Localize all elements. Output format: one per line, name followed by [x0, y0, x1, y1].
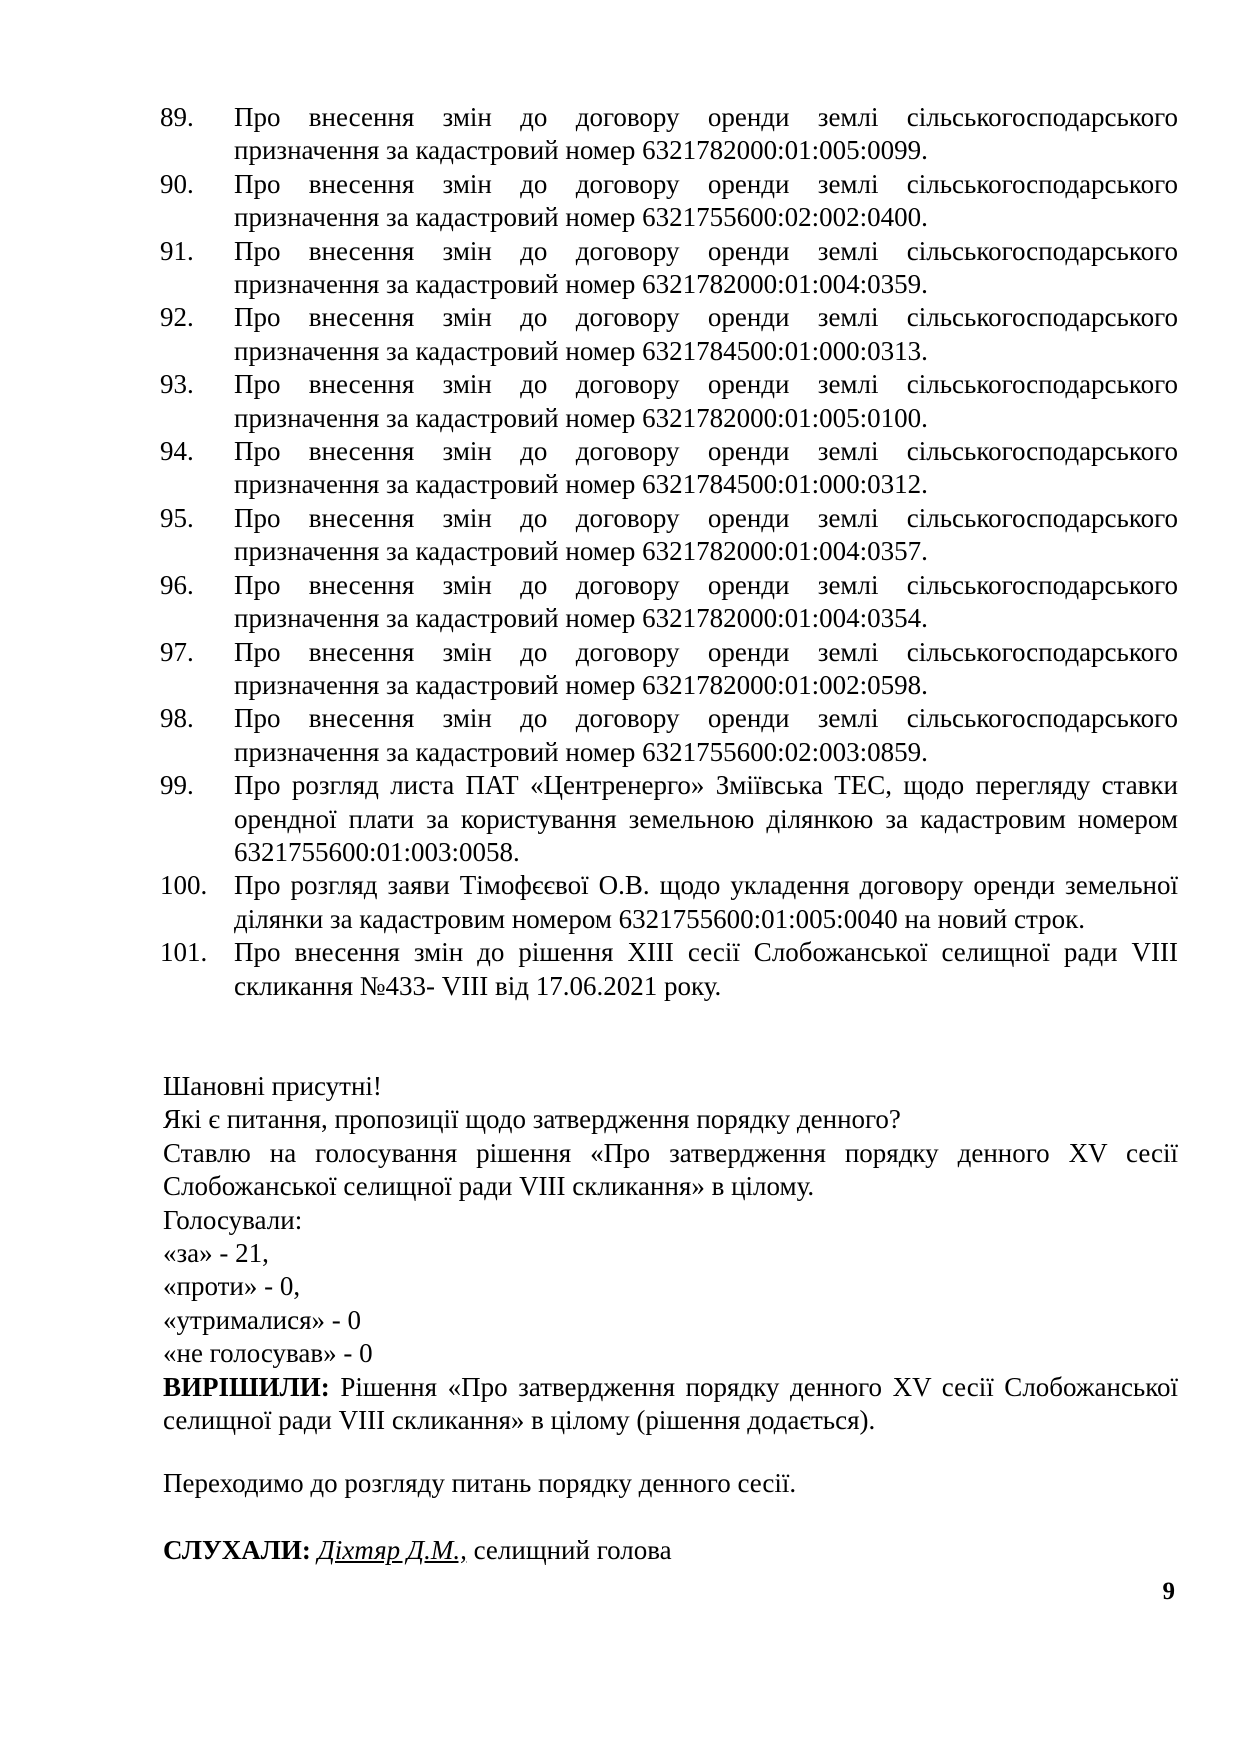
resolved-paragraph [163, 1371, 1178, 1438]
agenda-item-text: Про внесення змін до договору оренди землі сільськогосподарського призначення за кадастровий номер 6321784500:01:000:0312. [234, 436, 1178, 500]
agenda-item-number: 98. [160, 703, 194, 734]
agenda-item-text: Про внесення змін до договору оренди землі сільськогосподарського призначення за кадастровий номер 6321782000:01:005:0100. [234, 369, 1178, 433]
agenda-item-number: 94. [160, 436, 194, 467]
heard-speaker: Діхтяр Д.М., [317, 1535, 467, 1565]
agenda-item [160, 936, 1178, 1003]
agenda-item [160, 702, 1178, 769]
heard-label: СЛУХАЛИ: [163, 1535, 311, 1565]
agenda-item-number: 95. [160, 502, 194, 533]
resolved-text: Рішення «Про затвердження порядку денного XV сесії Слобожанської селищної ради VIII скликання» в цілому (рішення додається). [163, 1371, 1178, 1436]
agenda-item-text: Про розгляд листа ПАТ «Центренерго» Зміївська ТЕС, щодо перегляду ставки орендної плати за користування земельною ділянкою за кадастровим номером 6321755600:01:003:0058. [234, 770, 1178, 867]
voting-section [163, 1070, 1178, 1437]
agenda-item-text: Про внесення змін до договору оренди землі сільськогосподарського призначення за кадастровий номер 6321784500:01:000:0313. [234, 302, 1178, 366]
agenda-item-text: Про внесення змін до договору оренди землі сільськогосподарського призначення за кадастровий номер 6321782000:01:002:0598. [234, 636, 1178, 700]
agenda-item-text: Про внесення змін до договору оренди землі сільськогосподарського призначення за кадастровий номер 6321782000:01:004:0359. [234, 235, 1178, 300]
agenda-item-number: 89. [160, 102, 194, 132]
question-line: Які є питання, пропозиції щодо затвердження порядку денного? [163, 1104, 901, 1135]
heard-section [163, 1534, 1178, 1567]
agenda-item-number: 96. [160, 569, 194, 600]
agenda-item-number: 101. [160, 937, 208, 968]
agenda-item-number: 93. [160, 369, 194, 400]
vote-for: «за» - 21, [163, 1238, 269, 1269]
agenda-list [160, 101, 1178, 1003]
agenda-item-text: Про внесення змін до договору оренди землі сільськогосподарського призначення за кадастровий номер 6321782000:01:004:0357. [234, 502, 1178, 567]
agenda-item-number: 97. [160, 636, 194, 667]
agenda-item [160, 435, 1178, 502]
agenda-item [160, 769, 1178, 869]
agenda-item [160, 636, 1178, 703]
agenda-item-text: Про внесення змін до договору оренди землі сільськогосподарського призначення за кадастровий номер 6321782000:01:004:0354. [234, 569, 1178, 634]
transition-section [163, 1467, 1178, 1500]
agenda-item-text: Про розгляд заяви Тімофєєвої О.В. щодо укладення договору оренди земельної ділянки за кадастровим номером 6321755600:01:005:0040 на новий строк. [234, 870, 1178, 934]
vote-against: «проти» - 0, [163, 1271, 301, 1302]
agenda-item [160, 235, 1178, 302]
voted-label: Голосували: [163, 1204, 303, 1235]
page-number: 9 [1162, 1578, 1175, 1605]
resolved-label: ВИРІШИЛИ: [163, 1371, 330, 1402]
agenda-item [160, 569, 1178, 636]
heard-line [163, 1534, 1178, 1567]
agenda-item-text: Про внесення змін до рішення XIII сесії Слобожанської селищної ради VIII скликання №433- VIII від 17.06.2021 року. [234, 937, 1178, 1001]
agenda-item-text: Про внесення змін до договору оренди землі сільськогосподарського призначення за кадастровий номер 6321782000:01:005:0099. [234, 102, 1178, 166]
agenda-item-number: 92. [160, 302, 194, 333]
agenda-item-text: Про внесення змін до договору оренди землі сільськогосподарського призначення за кадастровий номер 6321755600:02:002:0400. [234, 168, 1178, 233]
agenda-item [160, 869, 1178, 936]
agenda-item-number: 90. [160, 168, 194, 199]
heard-role: селищний голова [466, 1535, 672, 1565]
vote-abstained: «утрималися» - 0 [163, 1304, 362, 1335]
transition-line: Переходимо до розгляду питань порядку денного сесії. [163, 1468, 797, 1498]
agenda-item [160, 368, 1178, 435]
agenda-item-number: 91. [160, 235, 194, 266]
address-line: Шановні присутні! [163, 1071, 382, 1101]
agenda-item-number: 99. [160, 770, 194, 801]
vote-not-voted: «не голосував» - 0 [163, 1338, 373, 1369]
agenda-item [160, 168, 1178, 235]
agenda-item-text: Про внесення змін до договору оренди землі сільськогосподарського призначення за кадастровий номер 6321755600:02:003:0859. [234, 703, 1178, 767]
agenda-item [160, 502, 1178, 569]
agenda-item [160, 301, 1178, 368]
agenda-item [160, 101, 1178, 168]
vote-call-paragraph: Ставлю на голосування рішення «Про затвердження порядку денного XV сесії Слобожанської селищної ради VIII скликання» в цілому. [163, 1137, 1178, 1202]
agenda-item-number: 100. [160, 870, 208, 901]
